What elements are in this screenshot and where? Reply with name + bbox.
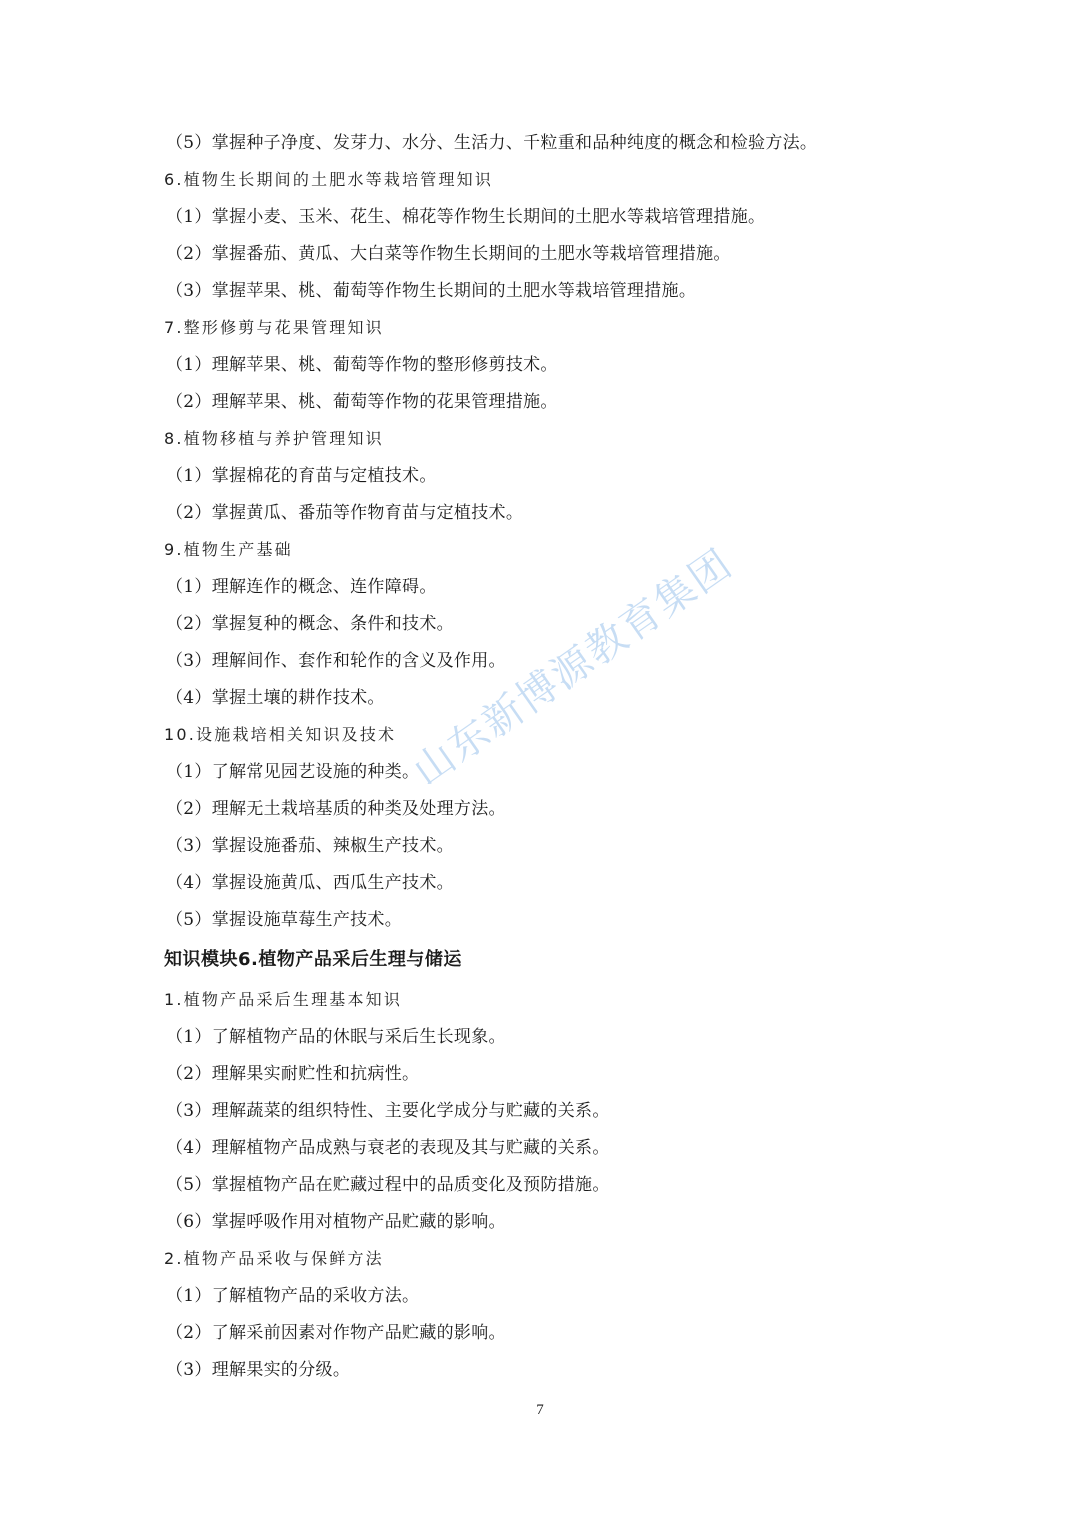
list-item: （3）掌握设施番茄、辣椒生产技术。	[166, 836, 454, 856]
list-item: （3）理解果实的分级。	[166, 1360, 351, 1380]
list-item: （2）掌握黄瓜、番茄等作物育苗与定植技术。	[166, 503, 524, 523]
list-item: （5）掌握种子净度、发芽力、水分、生活力、千粒重和品种纯度的概念和检验方法。	[166, 133, 818, 153]
list-item: （6）掌握呼吸作用对植物产品贮藏的影响。	[166, 1212, 506, 1232]
module-heading: 知识模块6.植物产品采后生理与储运	[164, 949, 462, 970]
page-number: 7	[536, 1402, 544, 1418]
section-heading: 6.植物生长期间的土肥水等栽培管理知识	[164, 170, 494, 189]
list-item: （1）了解植物产品的休眠与采后生长现象。	[166, 1027, 506, 1047]
list-item: （3）理解蔬菜的组织特性、主要化学成分与贮藏的关系。	[166, 1101, 610, 1121]
list-item: （2）理解苹果、桃、葡萄等作物的花果管理措施。	[166, 392, 558, 412]
section-heading: 7.整形修剪与花果管理知识	[164, 318, 384, 337]
list-item: （2）掌握番茄、黄瓜、大白菜等作物生长期间的土肥水等栽培管理措施。	[166, 244, 731, 264]
list-item: （2）理解无土栽培基质的种类及处理方法。	[166, 799, 506, 819]
list-item: （1）理解连作的概念、连作障碍。	[166, 577, 437, 597]
section-heading: 8.植物移植与养护管理知识	[164, 429, 384, 448]
list-item: （1）理解苹果、桃、葡萄等作物的整形修剪技术。	[166, 355, 558, 375]
section-heading: 9.植物生产基础	[164, 540, 293, 559]
list-item: （5）掌握植物产品在贮藏过程中的品质变化及预防措施。	[166, 1175, 610, 1195]
section-heading: 2.植物产品采收与保鲜方法	[164, 1249, 384, 1268]
watermark: 山东新博源教育集团	[405, 540, 742, 796]
section-heading: 1.植物产品采后生理基本知识	[164, 990, 403, 1009]
list-item: （3）掌握苹果、桃、葡萄等作物生长期间的土肥水等栽培管理措施。	[166, 281, 697, 301]
section-heading: 10.设施栽培相关知识及技术	[164, 725, 397, 744]
list-item: （4）掌握设施黄瓜、西瓜生产技术。	[166, 873, 454, 893]
list-item: （1）掌握棉花的育苗与定植技术。	[166, 466, 437, 486]
list-item: （2）掌握复种的概念、条件和技术。	[166, 614, 454, 634]
list-item: （4）掌握土壤的耕作技术。	[166, 688, 385, 708]
list-item: （3）理解间作、套作和轮作的含义及作用。	[166, 651, 506, 671]
list-item: （2）理解果实耐贮性和抗病性。	[166, 1064, 420, 1084]
list-item: （1）了解植物产品的采收方法。	[166, 1286, 420, 1306]
list-item: （2）了解采前因素对作物产品贮藏的影响。	[166, 1323, 506, 1343]
list-item: （1）掌握小麦、玉米、花生、棉花等作物生长期间的土肥水等栽培管理措施。	[166, 207, 766, 227]
list-item: （5）掌握设施草莓生产技术。	[166, 910, 403, 930]
list-item: （1）了解常见园艺设施的种类。	[166, 762, 420, 782]
list-item: （4）理解植物产品成熟与衰老的表现及其与贮藏的关系。	[166, 1138, 610, 1158]
